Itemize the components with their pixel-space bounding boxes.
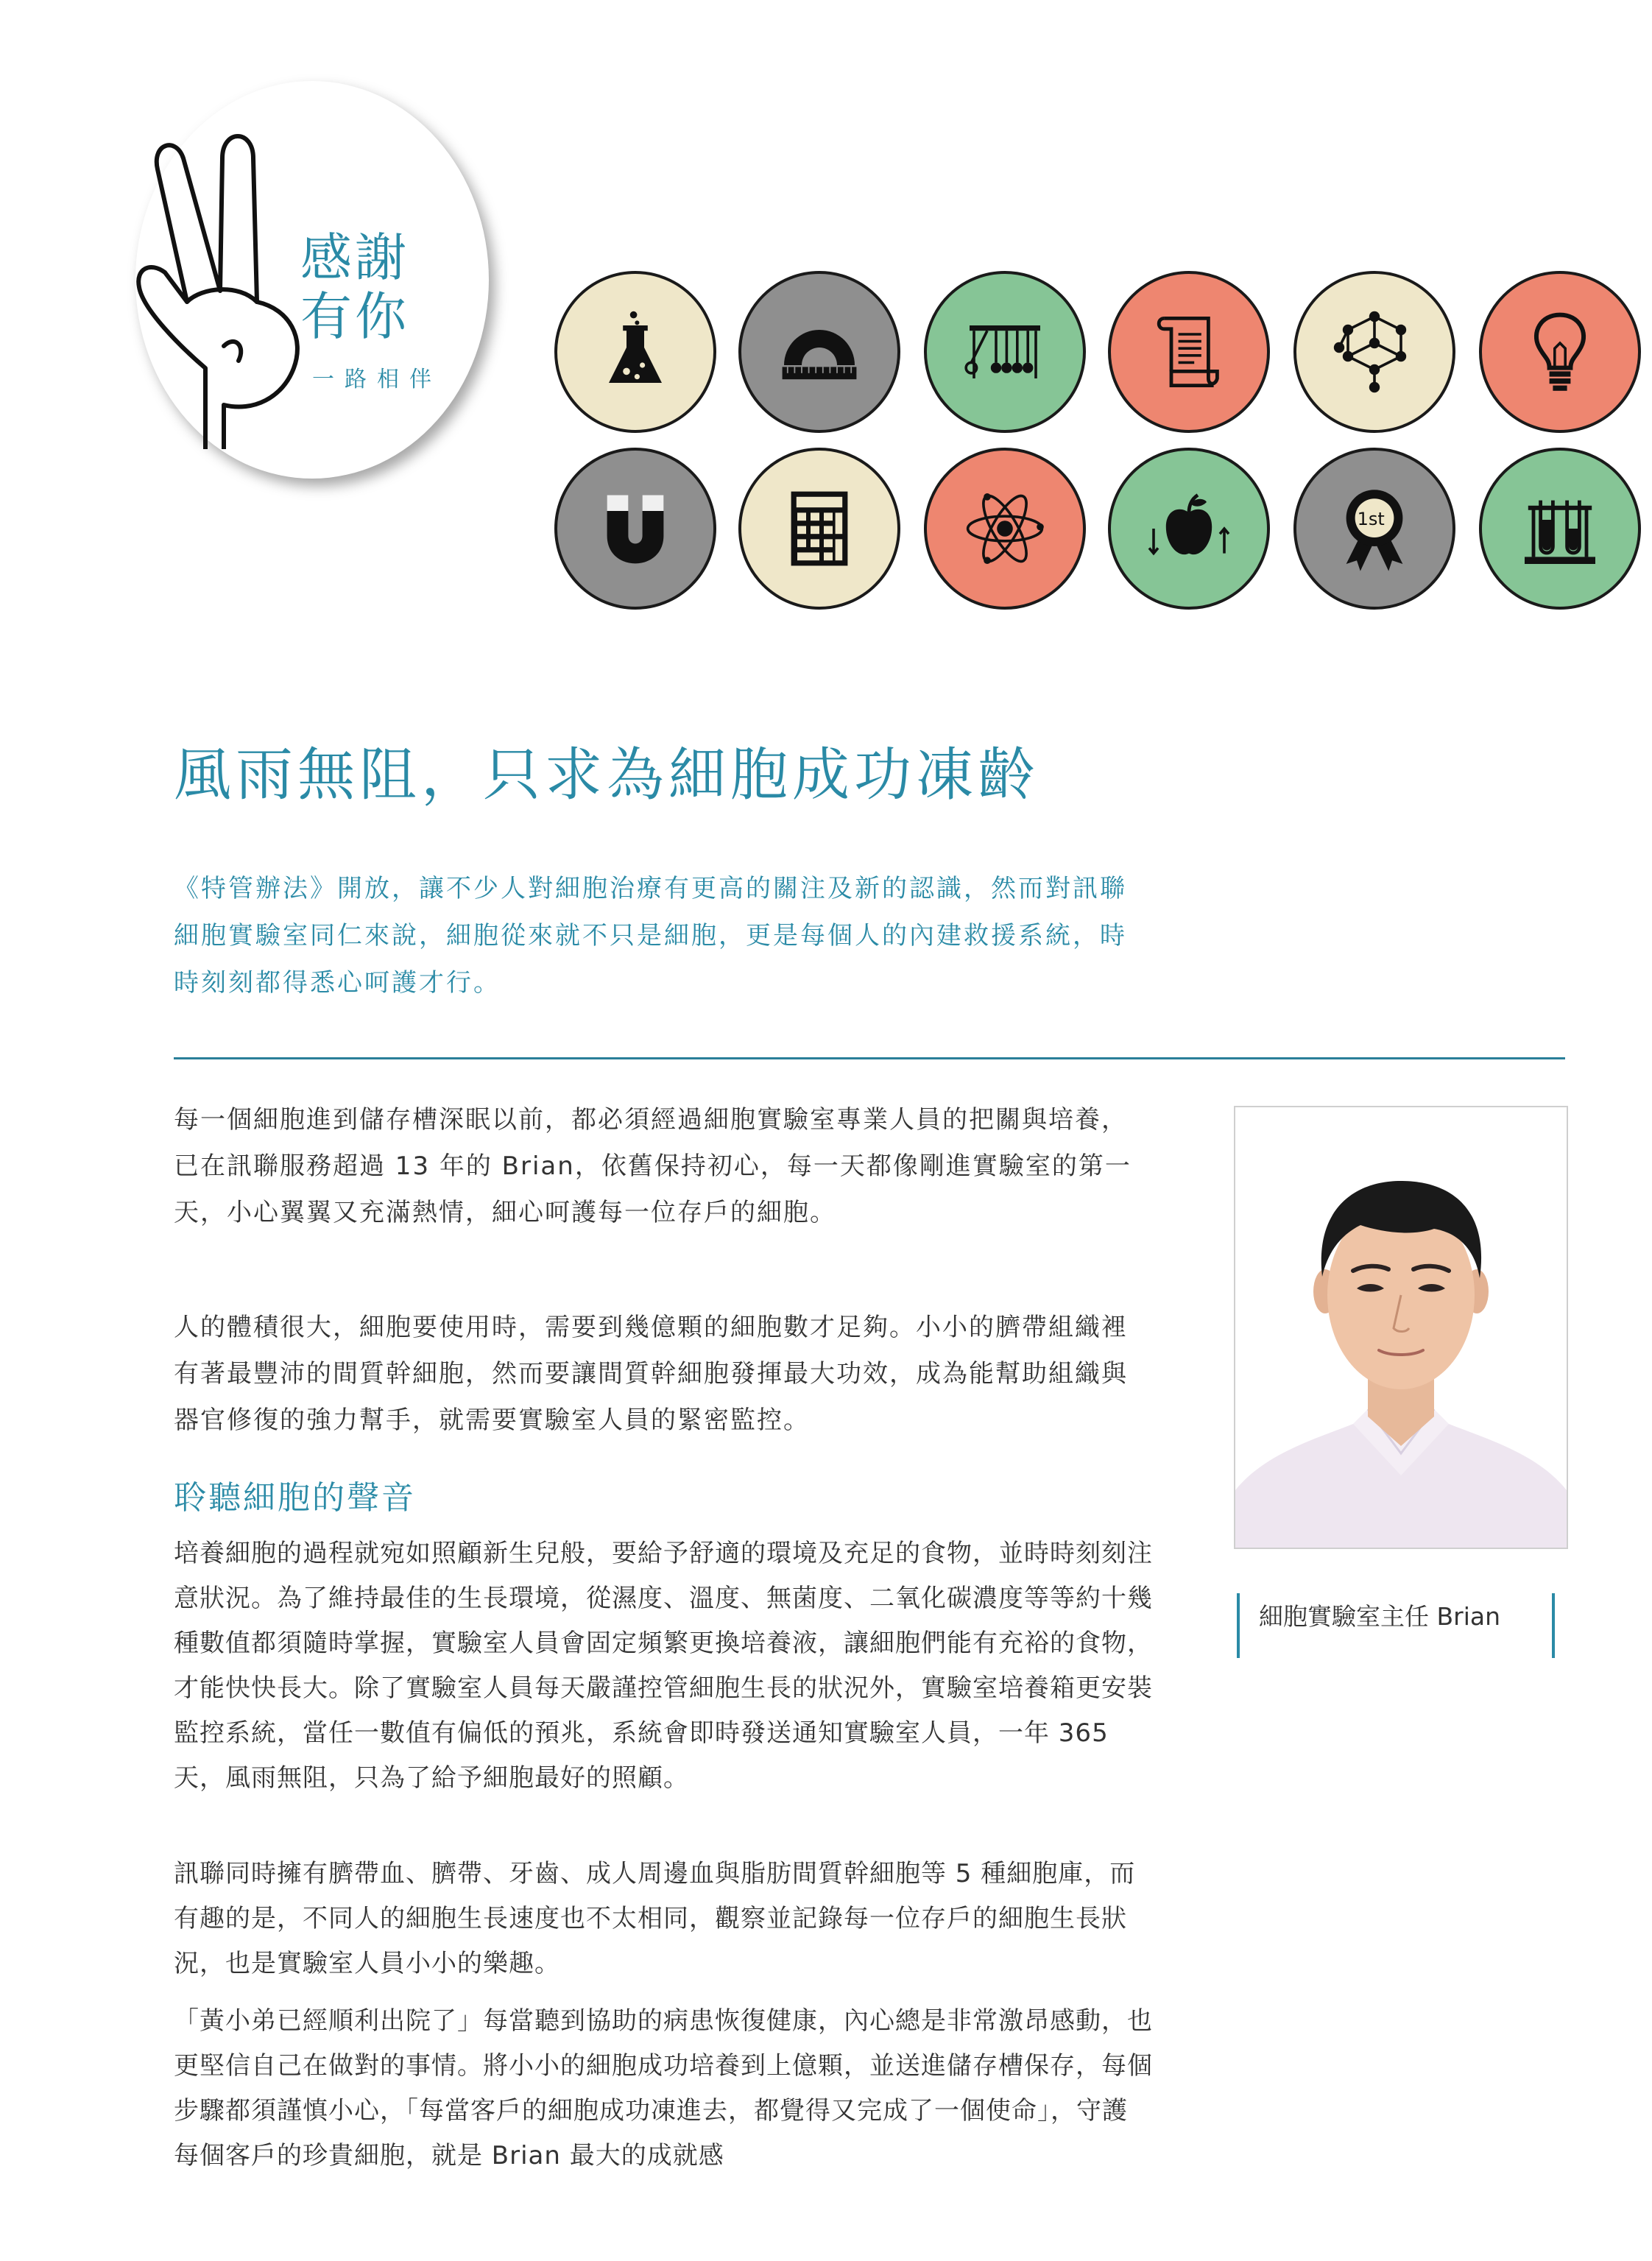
body-paragraph-5: 「黃小弟已經順利出院了」每當聽到協助的病患恢復健康，內心總是非常激昂感動，也更堅信自己在做對的事情。將小小的細胞成功培養到上億顆，並送進儲存槽保存，每個步驟都須謹慎小心，「每當客戶的細胞成功凍進去，都覺得又完成了一個使命」，守護每個客戶的珍貴細胞，就是 Brian 最大的成就感 [174, 2006, 1153, 2170]
body-paragraph-2: 人的體積很大，細胞要使用時，需要到幾億顆的細胞數才足夠。小小的臍帶組織裡有著最豐沛的間質幹細胞，然而要讓間質幹細胞發揮最大功效，成為能幫助組織與器官修復的強力幫手，就需要實驗室人員的緊密監控。 [174, 1313, 1128, 1435]
magnet-icon [554, 448, 716, 610]
photo-caption: 細胞實驗室主任 Brian [1259, 1602, 1501, 1631]
calculator-icon [738, 448, 900, 610]
badge-title-line2: 有你 [300, 286, 409, 347]
badge-subtitle: 一路相伴 [312, 367, 442, 392]
photo-caption-box [1237, 1593, 1555, 1658]
body-paragraph-3: 培養細胞的過程就宛如照顧新生兒般，要給予舒適的環境及充足的食物，並時時刻刻注意狀況。為了維持最佳的生長環境，從濕度、溫度、無菌度、二氧化碳濃度等等約十幾種數值都須隨時掌握，實驗室人員會固定頻繁更換培養液，讓細胞們能有充裕的食物，才能快快長大。除了實驗室人員每天嚴謹控管細胞生長的狀況外，實驗室培養箱更安裝監控系統，當任一數值有偏低的預兆，系統會即時發送通知實驗室人員，一年 365 天，風雨無阻，只為了給予細胞最好的照顧。 [174, 1539, 1153, 1793]
atom-icon [924, 448, 1086, 610]
divider [174, 1057, 1565, 1059]
header-badge [135, 81, 504, 493]
victory-hand-icon [135, 125, 327, 449]
body-paragraph-4: 訊聯同時擁有臍帶血、臍帶、牙齒、成人周邊血與脂肪間質幹細胞等 5 種細胞庫，而有趣的是，不同人的細胞生長速度也不太相同，觀察並記錄每一位存戶的細胞生長狀況，也是實驗室人員小小的樂趣。 [174, 1859, 1136, 1978]
flask-icon [554, 271, 716, 433]
first-place-medal-icon [1293, 448, 1455, 610]
portrait-photo [1234, 1106, 1568, 1549]
newtons-cradle-icon [924, 271, 1086, 433]
medal-text: 1st [1357, 509, 1385, 530]
scroll-document-icon [1108, 271, 1270, 433]
section-heading: 聆聽細胞的聲音 [174, 1479, 416, 1517]
molecule-structure-icon [1293, 271, 1455, 433]
body-paragraph-1: 每一個細胞進到儲存槽深眠以前，都必須經過細胞實驗室專業人員的把關與培養，已在訊聯服務超過 13 年的 Brian，依舊保持初心，每一天都像剛進實驗室的第一天，小心翼翼又充滿熱情，細心呵護每一位存戶的細胞。 [174, 1105, 1132, 1227]
test-tubes-icon [1479, 448, 1641, 610]
apple-gravity-icon [1108, 448, 1270, 610]
protractor-icon [738, 271, 900, 433]
lightbulb-icon [1479, 271, 1641, 433]
badge-title-line1: 感謝 [300, 227, 409, 288]
intro-paragraph: 《特管辦法》開放，讓不少人對細胞治療有更高的關注及新的認識，然而對訊聯細胞實驗室同仁來說，細胞從來就不只是細胞，更是每個人的內建救援系統，時時刻刻都得悉心呵護才行。 [174, 874, 1127, 998]
page-title: 風雨無阻，只求為細胞成功凍齡 [174, 742, 1040, 808]
